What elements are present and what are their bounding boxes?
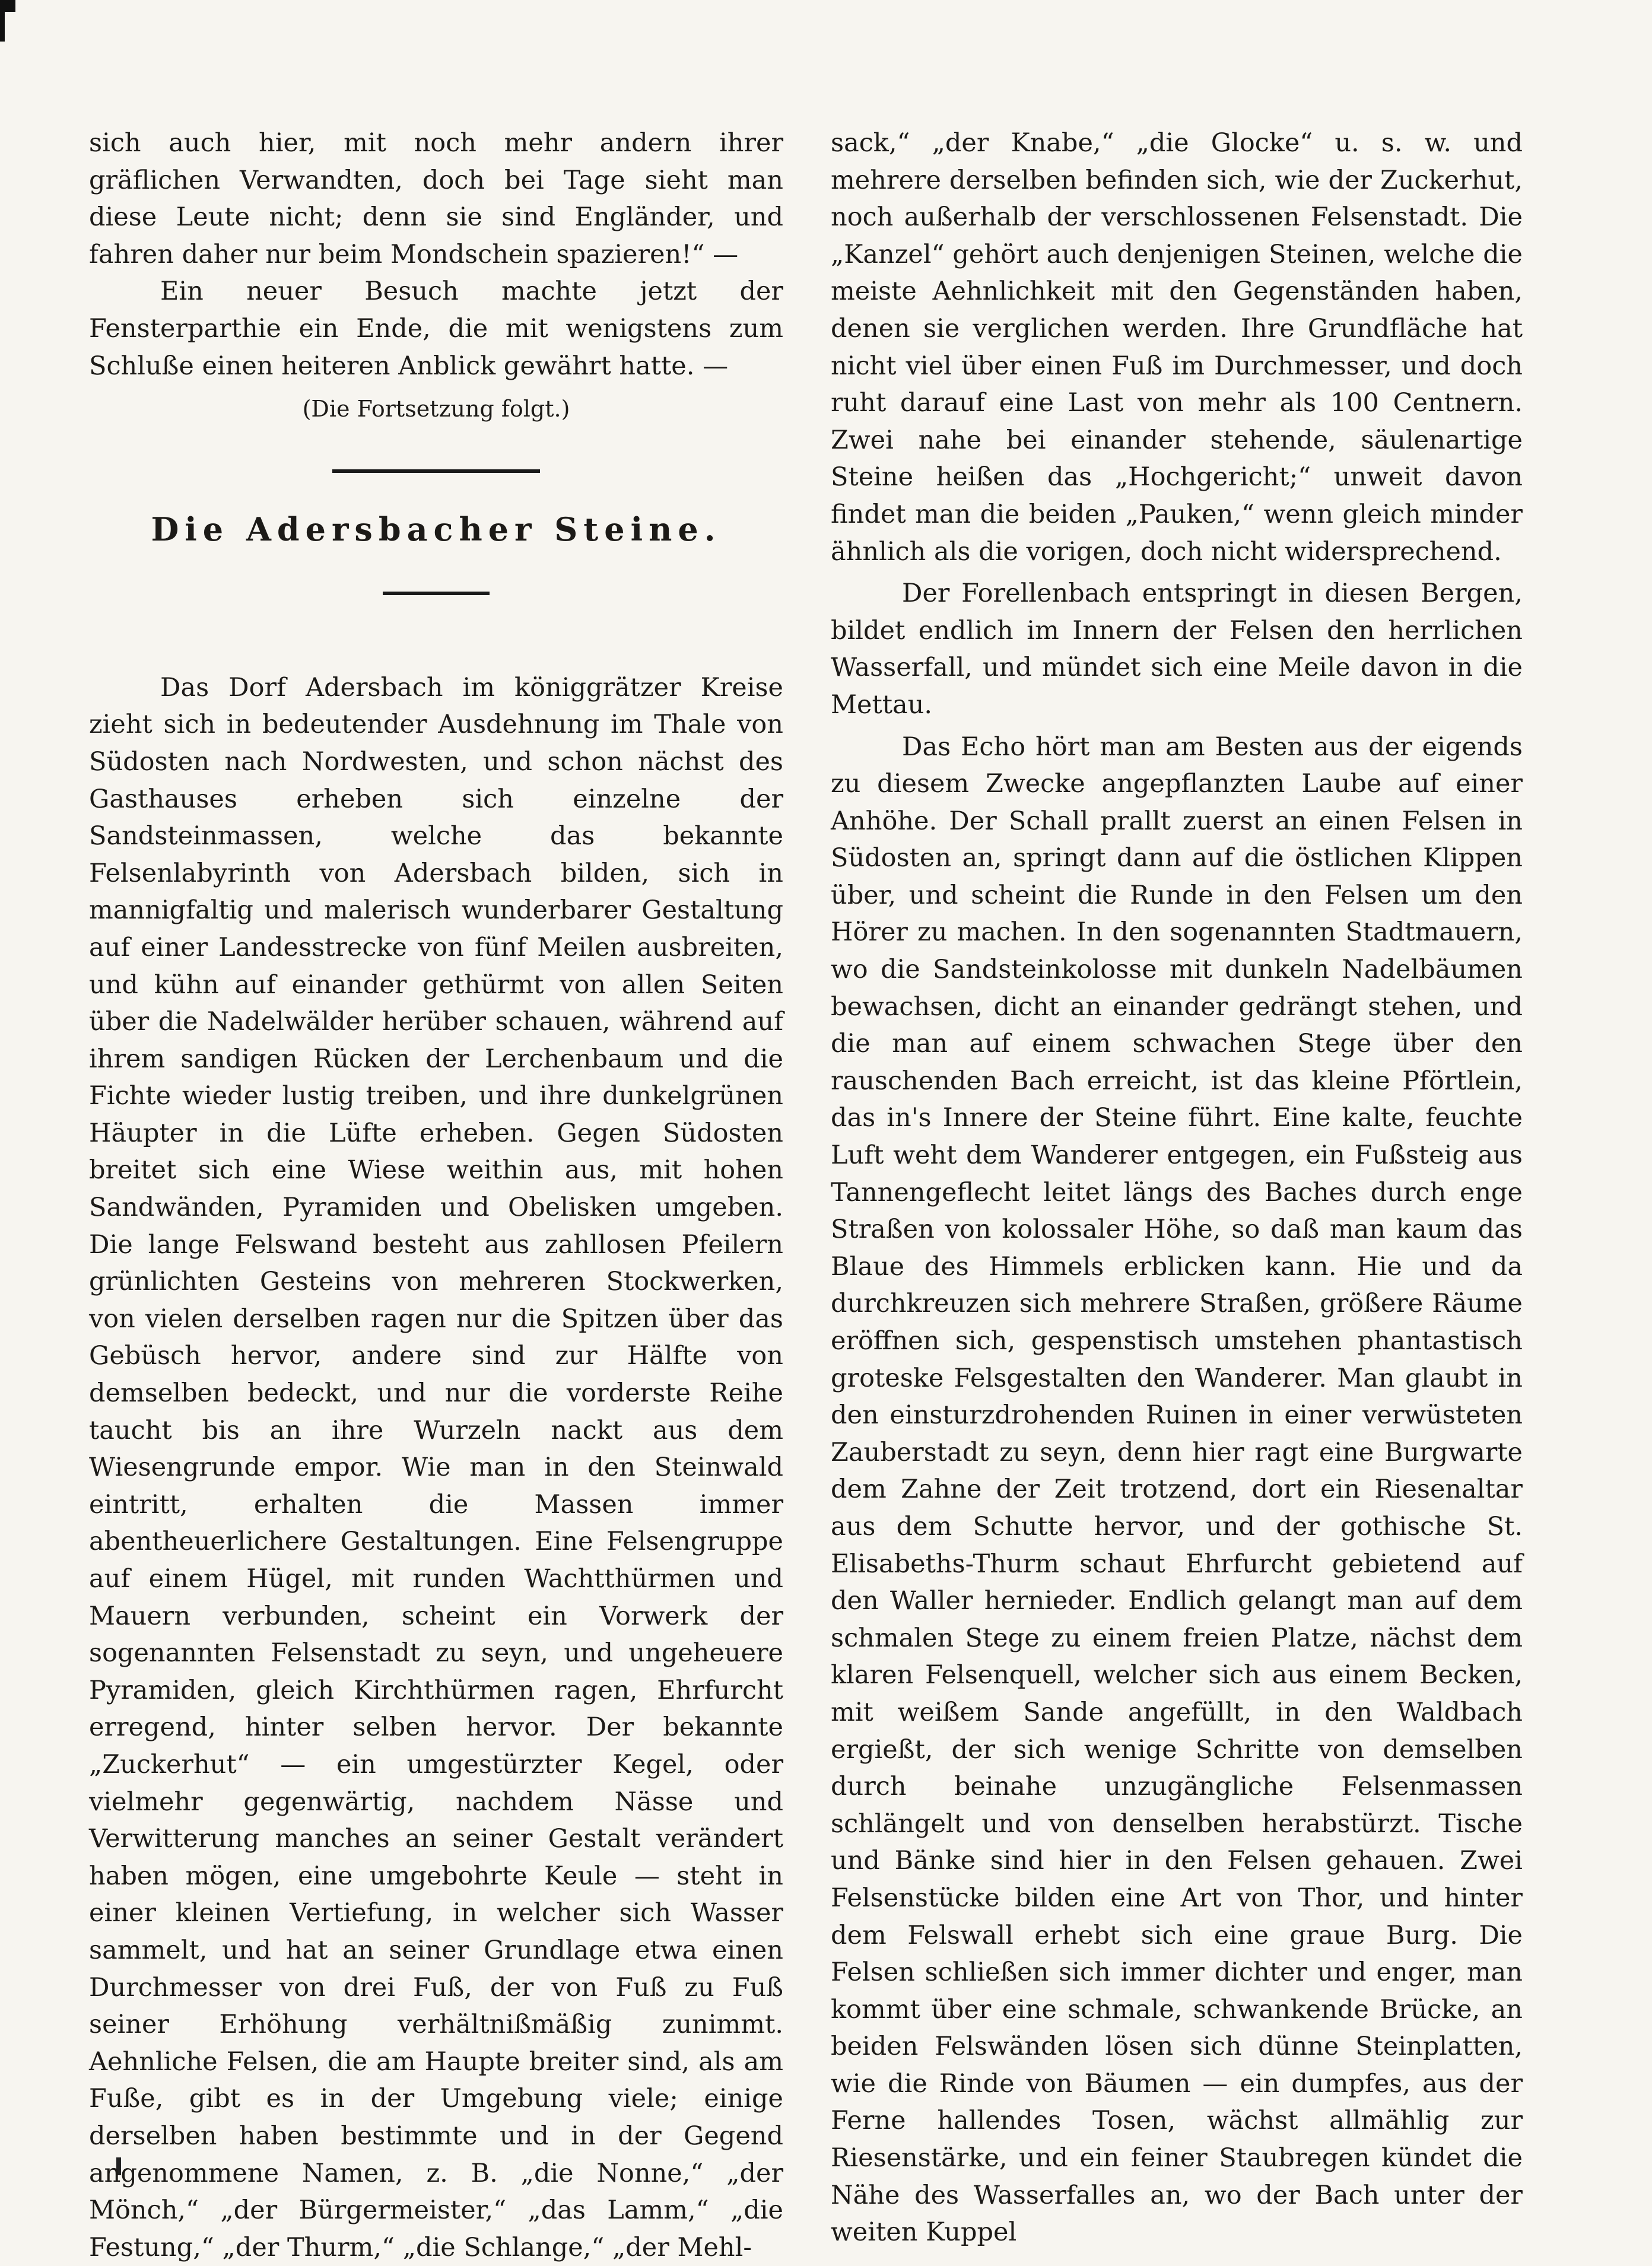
right-paragraph-3: Das Echo hört man am Besten aus der eigends zu diesem Zwecke angepflanzten Laube auf einer Anhöhe. Der Schall prallt zuerst an einen Felsen in Südosten an, springt dann auf die östlichen Klippen über, und scheint die Runde in den Felsen um den Hörer zu machen. In den sogenannten Stadtmauern, wo die Sandsteinkolosse mit dunkeln Nadelbäumen bewachsen, dicht an einander gedrängt stehen, und die man auf einem schwachen Stege über den rauschenden Bach erreicht, ist das kleine Pförtlein, das in's Innere der Steine führt. Eine kalte, feuchte Luft weht dem Wanderer entgegen, ein Fußsteig aus Tannengeflecht leitet längs des Baches durch enge Straßen von kolossaler Höhe, so daß man kaum das Blaue des Himmels erblicken kann. Hie und da durchkreuzen sich mehrere Straßen, größere Räume eröffnen sich, gespenstisch umstehen phantastisch groteske Felsgestalten den Wanderer. Man glaubt in den einsturzdrohenden Ruinen in einer verwüsteten Zauberstadt zu seyn, denn hier ragt eine Burgwarte dem Zahne der Zeit trotzend, dort ein Riesenaltar aus dem Schutte hervor, und der gothische St. Elisabeths-Thurm schaut Ehrfurcht gebietend auf den Waller hernieder. Endlich gelangt man auf dem schmalen Stege zu einem freien Platze, nächst dem klaren Felsenquell, welcher sich aus einem Becken, mit weißem Sande angefüllt, in den Waldbach ergießt, der sich wenige Schritte von demselben durch beinahe unzugängliche Felsenmassen schlängelt und von denselben herabstürzt. Tische und Bänke sind hier in den Felsen gehauen. Zwei Felsenstücke bilden eine Art von Thor, und hinter dem Felswall erhebt sich eine graue Burg. Die Felsen schließen sich immer dichter und enger, man kommt über eine schmale, schwankende Brücke, an beiden Felswänden lösen sich dünne Steinplatten, wie die Rinde von Bäumen — ein dumpfes, aus der Ferne hallendes Tosen, wächst allmählig zur Riesenstärke, und ein feiner Staubregen kündet die Nähe des Wasserfalles an, wo der Bach unter der weiten Kuppel [831, 732, 1523, 2248]
continuation-paragraph [89, 125, 783, 273]
article-title: Die Adersbacher Steine. [151, 510, 722, 548]
continued-note: (Die Fortsetzung folgt.) [302, 396, 570, 422]
continuation-paragraph-2: Ein neuer Besuch machte jetzt der Fensterparthie ein Ende, die mit wenigstens zum Schluße einen heiteren Anblick gewährt hatte. — [89, 277, 783, 381]
right-column [831, 125, 1523, 2251]
article-paragraph-1: Das Dorf Adersbach im königgrätzer Kreise zieht sich in bedeutender Ausdehnung im Thale von Südosten nach Nordwesten, und schon nächst des Gasthauses erheben sich einzelne der Sandsteinmassen, welche das bekannte Felsenlabyrinth von Adersbach bilden, sich in mannigfaltig und malerisch wunderbarer Gestaltung auf einer Landesstrecke von fünf Meilen ausbreiten, und kühn auf einander gethürmt von allen Seiten über die Nadelwälder herüber schauen, während auf ihrem sandigen Rücken der Lerchenbaum und die Fichte wieder lustig treiben, und ihre dunkelgrünen Häupter in die Lüfte erheben. Gegen Südosten breitet sich eine Wiese weithin aus, mit hohen Sandwänden, Pyramiden und Obelisken umgeben. Die lange Felswand besteht aus zahllosen Pfeilern grünlichten Gesteins von mehreren Stockwerken, von vielen derselben ragen nur die Spitzen über das Gebüsch hervor, andere sind zur Hälfte von demselben bedeckt, und nur die vorderste Reihe taucht bis an ihre Wurzeln nackt aus dem Wiesengrunde empor. Wie man in den Steinwald eintritt, erhalten die Massen immer abentheuerlichere Gestaltungen. Eine Felsengruppe auf einem Hügel, mit runden Wachtthürmen und Mauern verbunden, scheint ein Vorwerk der sogenannten Felsenstadt zu seyn, und ungeheuere Pyramiden, gleich Kirchthürmen ragen, Ehrfurcht erregend, hinter selben hervor. Der bekannte „Zuckerhut“ — ein umgestürzter Kegel, oder vielmehr gegenwärtig, nachdem Nässe und Verwitterung manches an seiner Gestalt verändert haben mögen, eine umgebohrte Keule — steht in einer kleinen Vertiefung, in welcher sich Wasser sammelt, und hat an seiner Grundlage etwa einen Durchmesser von drei Fuß, der von Fuß zu Fuß seiner Erhöhung verhältnißmäßig zunimmt. Aehnliche Felsen, die am Haupte breiter sind, als am Fuße, gibt es in der Umgebung viele; einige derselben haben bestimmte und in der Gegend angenommene Namen, z. B. „die Nonne,“ „der Mönch,“ „der Bürgermeister,“ „das Lamm,“ „die Festung,“ „der Thurm,“ „die Schlange,“ „der Mehl- [89, 672, 783, 2262]
right-paragraph-2: Der Forellenbach entspringt in diesen Bergen, bildet endlich im Innern der Felsen den herrlichen Wasserfall, und mündet sich eine Meile davon in die Mettau. [831, 579, 1523, 720]
left-column [89, 125, 783, 2266]
continuation-text: sich auch hier, mit noch mehr andern ihrer gräflichen Verwandten, doch bei Tage sieht man diese Leute nicht; denn sie sind Engländer, und fahren daher nur beim Mondschein spazieren!“ — [89, 128, 783, 269]
scan-edge-mark-left [0, 0, 5, 42]
section-rule-top [332, 469, 540, 473]
section-rule-bottom [383, 592, 490, 595]
right-paragraph-1: sack,“ „der Knabe,“ „die Glocke“ u. s. w. und mehrere derselben befinden sich, wie der Zuckerhut, noch außerhalb der verschlossenen Felsenstadt. Die „Kanzel“ gehört auch denjenigen Steinen, welche die meiste Aehnlichkeit mit den Gegenständen haben, denen sie verglichen werden. Ihre Grundfläche hat nicht viel über einen Fuß im Durchmesser, und doch ruht darauf eine Last von mehr als 100 Centnern. Zwei nahe bei einander stehende, säulenartige Steine heißen das „Hochgericht;“ unweit davon findet man die beiden „Pauken,“ wenn gleich minder ähnlich als die vorigen, doch nicht widersprechend. [831, 128, 1523, 567]
